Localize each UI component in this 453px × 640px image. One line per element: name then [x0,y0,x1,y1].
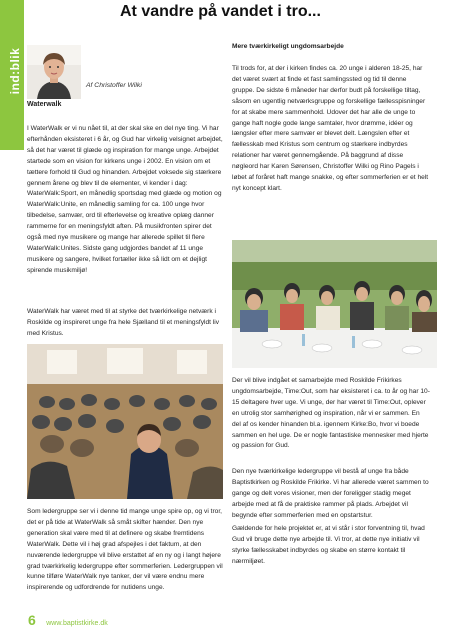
section-heading: Waterwalk [27,101,62,108]
website-link[interactable]: www.baptistkirke.dk [46,620,108,627]
gathering-photo [27,344,223,499]
body-paragraph: I WaterWalk er vi nu nået til, at der skal ske en del nye ting. Vi har efterhånden eksisteret i 6 år, og Gud har virkelig velsignet arbejdet, så det har været til glæde og inspiration for mange unge. Arbejdet startede som en vision for kirkens unge i 2002. En vision om et tættere forhold til Gud og hinanden. Arbejdet voksede sig stærkere gennem årene og blev til de elementer, vi kender i dag: WaterWalk:Sport, en månedlig sportsdag med glæde og motion og WaterWalk:Unite, en månedlig samling for ca. 100 unge hvor tilbedelse, samvær, ord til efterlevelse og kreative oplæg danner rammerne for en meningsfyldt aften. På musikfronten spirer det også med nye musikere og mange har allerede spillet til flere WaterWalk:Unites. Sidste gang udgjordes bandet af 11 unge musikere og sangere, hvilket fortæller ikke så lidt om et dejligt spirende musikmiljø! [27,125,223,274]
section-tab [0,0,24,150]
article-subtitle: Mere tværkirkeligt ungdomsarbejde [232,43,344,50]
page-number: 6 [28,612,36,628]
author-byline: Af Christoffer Wilki [86,82,142,89]
page-footer [28,612,108,630]
body-paragraph: Til trods for, at der i kirken findes ca. 20 unge i alderen 18-25, har det været svært at finde et fast samlingssted og tid til denne gruppe. De sidste 6 måneder har derfor budt på forskellige tiltag, såsom en ugentlig netværksgruppe og forskellige fællesspisninger for at skabe mere sammenhold. Udover det har alle de unge to gange haft nogle gode lange samtaler, hvor drømme, idéer og længsler efter mere samvær er blevet delt. Længslen efter et fællesskab med Kristus som centrum og stærkere indbyrdes relationer har været gennemgående. På baggrund af disse nøgleord har Karen Sørensen, Christoffer Wilki og Rino Pagels i løbet af foråret haft mange snakke, og efter sommerferien er et helt nyt koncept klart. [232,65,429,192]
body-paragraph: Som ledergruppe ser vi i denne tid mange unge spire op, og vi tror, det er på tide at WaterWalk så småt skifter hænder. Den nye generation skal være med til at definere og skabe fremtidens WaterWalk. Dette vil i høj grad afspejles i det faktum, at den nuværende ledergruppe vil blive erstattet af en ny og i langt højere grad tværkirkelig ledergruppe efter sommerferien. Ledergruppen vil kunne tilføre WaterWalk nye tanker, der vil være endnu mere inspirerende og udfordrende for nutidens unge. [27,508,223,592]
article-title: At vandre på vandet i tro... [120,3,321,20]
body-paragraph: Der vil blive indgået et samarbejde med Roskilde Frikirkes ungdomsarbejde, Time:Out, som har eksisteret i ca. to år og har 10-15 deltagere hver uge. Vi unge, der har været til Time:Out, oplever en utrolig stor samhørighed og inspiration, når vi er sammen. En del af os kender hinanden bl.a. igennem Kirke:Bo, hvor vi boede sammen en hel uge. De er nogle fantastiske mennesker med hjerte og passion for Gud. [232,377,430,450]
dinner-photo [232,240,437,368]
body-paragraph: Den nye tværkirkelige ledergruppe vil bestå af unge fra både Baptistkirken og Roskilde Frikirke. Vi har allerede været sammen to gange og delt vores visioner, men der foreligger stadig meget arbejde med at få de praktiske rammer på plads. Arbejdet vil begynde efter sommerferien med en opstartstur. [232,468,429,519]
body-paragraph: WaterWalk har været med til at styrke det tværkirkelige netværk i Roskilde og inspireret unge fra hele Sjælland til et meningsfyldt liv med Kristus. [27,308,220,337]
section-tab-label: ind:blik [8,47,22,95]
author-portrait [27,45,81,99]
body-paragraph: Gældende for hele projektet er, at vi står i stor forventning til, hvad Gud vil bruge dette nye arbejde til. Vi tror, at dette nye initiativ vil styrke fællesskabet indbyrdes og skabe en større kontakt til nærmiljøet. [232,525,425,565]
